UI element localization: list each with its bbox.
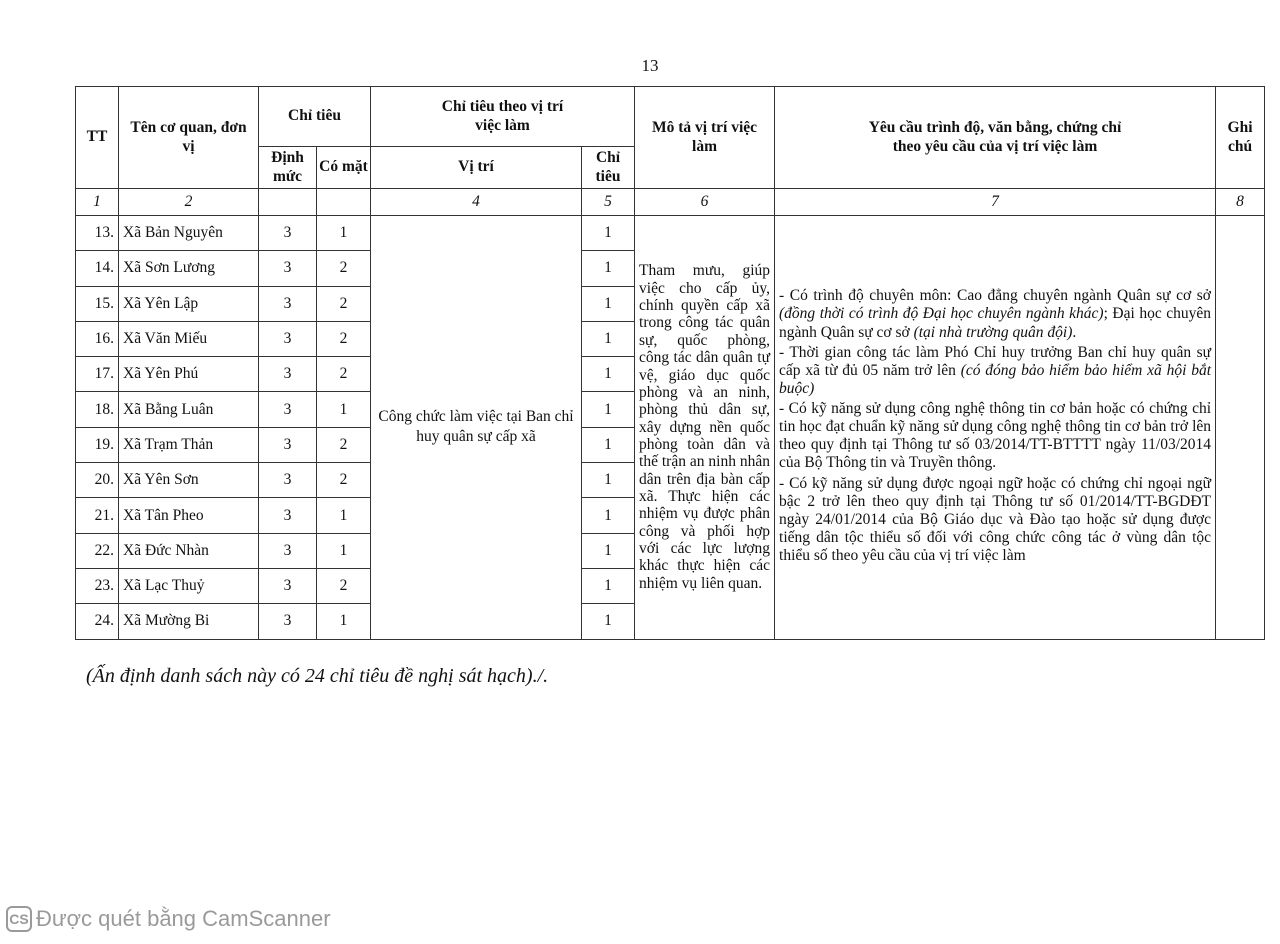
row-quota-present: 2 — [317, 463, 371, 498]
header-quota-present: Có mặt — [317, 147, 371, 189]
header-quota-norm: Định mức — [259, 147, 317, 189]
row-unit-name: Xã Tân Pheo — [119, 498, 259, 533]
row-quota-present: 2 — [317, 286, 371, 321]
row-quota-norm: 3 — [259, 251, 317, 286]
row-quota-present: 1 — [317, 216, 371, 251]
row-tt: 13. — [76, 216, 119, 251]
row-position-quota: 1 — [582, 498, 635, 533]
index-cell — [317, 189, 371, 216]
requirement-1: - Có trình độ chuyên môn: Cao đẳng chuyên ngành Quân sự cơ sở (đồng thời có trình độ Đại học chuyên ngành khác); Đại học chuyên ngành Quân sự cơ sở (tại nhà trường quân đội). — [779, 287, 1212, 341]
row-unit-name: Xã Yên Phú — [119, 357, 259, 392]
header-unit-name: Tên cơ quan, đơn vị — [119, 87, 259, 189]
row-tt: 19. — [76, 427, 119, 462]
index-cell: 8 — [1216, 189, 1265, 216]
row-position-quota: 1 — [582, 533, 635, 568]
row-position-quota: 1 — [582, 216, 635, 251]
row-unit-name: Xã Sơn Lương — [119, 251, 259, 286]
row-position-quota: 1 — [582, 357, 635, 392]
row-unit-name: Xã Đức Nhàn — [119, 533, 259, 568]
table-row — [76, 216, 1265, 251]
requirement-4: - Có kỹ năng sử dụng được ngoại ngữ hoặc có chứng chỉ ngoại ngữ bậc 2 trở lên theo quy định tại Thông tư số 01/2014/TT-BGDĐT ngày 24/01/2014 của Bộ Giáo dục và Đào tạo hoặc sử dụng được tiếng dân tộc thiểu số đối với công chức công tác ở vùng dân tộc thiểu số theo yêu cầu của vị trí việc làm — [779, 474, 1212, 565]
row-unit-name: Xã Yên Lập — [119, 286, 259, 321]
index-cell: 7 — [775, 189, 1216, 216]
row-position-quota: 1 — [582, 286, 635, 321]
requirements-cell — [775, 216, 1216, 640]
quota-table — [75, 86, 1265, 640]
row-unit-name: Xã Yên Sơn — [119, 463, 259, 498]
camscanner-watermark — [6, 906, 331, 932]
row-quota-norm: 3 — [259, 568, 317, 603]
row-tt: 23. — [76, 568, 119, 603]
row-position-quota: 1 — [582, 392, 635, 427]
row-tt: 17. — [76, 357, 119, 392]
row-position-quota: 1 — [582, 321, 635, 356]
row-quota-present: 2 — [317, 427, 371, 462]
row-quota-norm: 3 — [259, 357, 317, 392]
row-tt: 18. — [76, 392, 119, 427]
row-unit-name: Xã Mường Bi — [119, 604, 259, 639]
row-tt: 21. — [76, 498, 119, 533]
footer-note: (Ấn định danh sách này có 24 chỉ tiêu đề nghị sát hạch)./. — [86, 665, 549, 687]
note-cell — [1216, 216, 1265, 640]
row-quota-norm: 3 — [259, 498, 317, 533]
row-unit-name: Xã Lạc Thuỷ — [119, 568, 259, 603]
row-quota-present: 1 — [317, 392, 371, 427]
index-cell: 5 — [582, 189, 635, 216]
row-quota-present: 2 — [317, 568, 371, 603]
row-quota-norm: 3 — [259, 463, 317, 498]
row-quota-norm: 3 — [259, 392, 317, 427]
index-cell: 6 — [635, 189, 775, 216]
row-position-quota: 1 — [582, 463, 635, 498]
header-position-quota: Chỉ tiêu — [582, 147, 635, 189]
row-position-quota: 1 — [582, 604, 635, 639]
row-tt: 14. — [76, 251, 119, 286]
page-number: 13 — [641, 56, 659, 75]
watermark-text: Được quét bằng CamScanner — [36, 906, 331, 931]
row-unit-name: Xã Trạm Thản — [119, 427, 259, 462]
row-unit-name: Xã Bằng Luân — [119, 392, 259, 427]
row-quota-present: 1 — [317, 604, 371, 639]
row-quota-present: 2 — [317, 321, 371, 356]
index-cell — [259, 189, 317, 216]
row-position-quota: 1 — [582, 568, 635, 603]
row-tt: 15. — [76, 286, 119, 321]
header-position: Vị trí — [371, 147, 582, 189]
index-row — [76, 189, 1265, 216]
row-quota-norm: 3 — [259, 321, 317, 356]
requirement-2: - Thời gian công tác làm Phó Chỉ huy trưởng Ban chỉ huy quân sự cấp xã từ đủ 05 năm trở lên (có đóng bảo hiểm bảo hiểm xã hội bắt buộc) — [779, 343, 1212, 397]
camscanner-logo-icon: CS — [6, 906, 32, 932]
row-quota-norm: 3 — [259, 286, 317, 321]
row-quota-norm: 3 — [259, 427, 317, 462]
row-quota-present: 1 — [317, 498, 371, 533]
position-cell: Công chức làm việc tại Ban chỉ huy quân sự cấp xã — [371, 216, 582, 640]
header-tt: TT — [76, 87, 119, 189]
row-tt: 24. — [76, 604, 119, 639]
row-tt: 16. — [76, 321, 119, 356]
header-requirements: Yêu cầu trình độ, văn bằng, chứng chỉ theo yêu cầu của vị trí việc làm — [775, 87, 1216, 189]
header-row-1 — [76, 87, 1265, 147]
row-quota-norm: 3 — [259, 216, 317, 251]
header-position-quota-group: Chỉ tiêu theo vị trí việc làm — [371, 87, 635, 147]
row-quota-present: 1 — [317, 533, 371, 568]
row-quota-present: 2 — [317, 251, 371, 286]
row-quota-present: 2 — [317, 357, 371, 392]
row-tt: 20. — [76, 463, 119, 498]
row-position-quota: 1 — [582, 427, 635, 462]
description-cell: Tham mưu, giúp việc cho cấp ủy, chính quyền cấp xã trong công tác quân sự, quốc phòng, công tác dân quân tự vệ, giáo dục quốc phòng và an ninh, phòng thủ dân sự, xây dựng nền quốc phòng toàn dân và thế trận an ninh nhân dân trên địa bàn cấp xã. Thực hiện các nhiệm vụ được phân công và phối hợp với các lực lượng khác thực hiện các nhiệm vụ liên quan. — [635, 216, 775, 640]
row-unit-name: Xã Văn Miếu — [119, 321, 259, 356]
row-quota-norm: 3 — [259, 604, 317, 639]
index-cell: 1 — [76, 189, 119, 216]
index-cell: 2 — [119, 189, 259, 216]
row-unit-name: Xã Bản Nguyên — [119, 216, 259, 251]
header-quota: Chỉ tiêu — [259, 87, 371, 147]
row-position-quota: 1 — [582, 251, 635, 286]
requirement-3: - Có kỹ năng sử dụng công nghệ thông tin cơ bản hoặc có chứng chỉ tin học đạt chuẩn kỹ năng sử dụng công nghệ thông tin cơ bản trở lên theo quy định tại Thông tư số 03/2014/TT-BTTTT ngày 11/03/2014 của Bộ Thông tin và Truyền thông. — [779, 400, 1212, 472]
index-cell: 4 — [371, 189, 582, 216]
header-description: Mô tả vị trí việc làm — [635, 87, 775, 189]
row-tt: 22. — [76, 533, 119, 568]
header-note: Ghi chú — [1216, 87, 1265, 189]
row-quota-norm: 3 — [259, 533, 317, 568]
